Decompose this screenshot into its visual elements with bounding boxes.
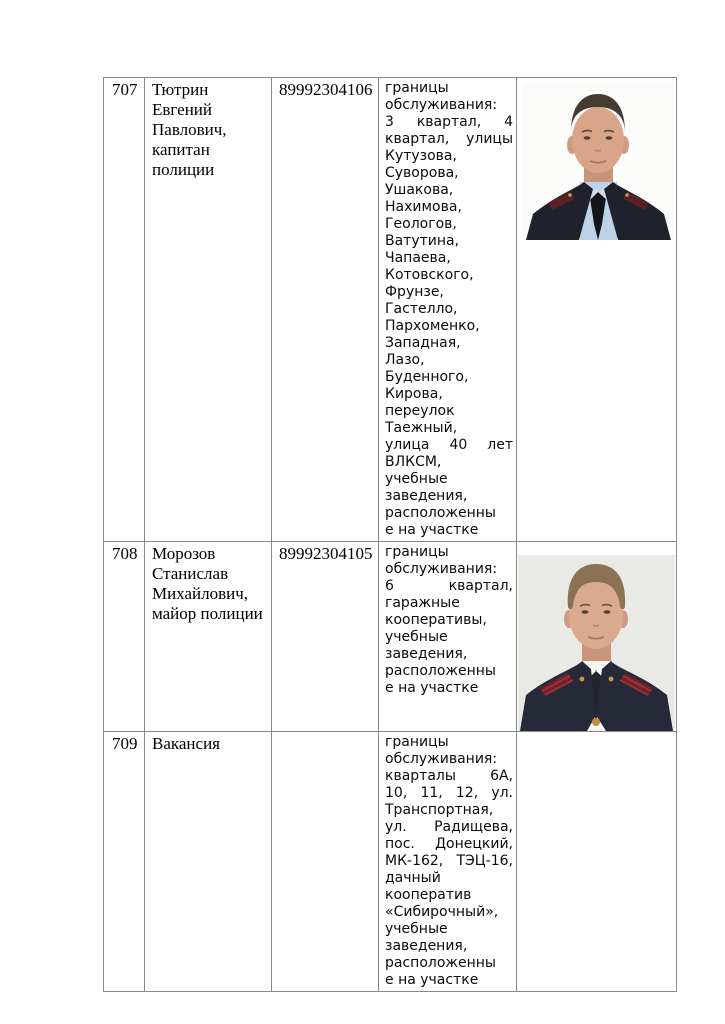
- text-line: Нахимова,: [385, 199, 462, 215]
- officer-name-cell: [145, 78, 272, 542]
- text-line: обслуживания:: [385, 97, 498, 113]
- phone-cell: [272, 732, 379, 992]
- text-line: Тютрин: [152, 80, 209, 99]
- text-line: кварталы 6А,: [385, 768, 513, 784]
- phone-cell: 89992304106: [272, 78, 379, 542]
- text-line: Евгений: [152, 100, 212, 119]
- text-line: переулок: [385, 403, 455, 419]
- officer-name-cell: [145, 542, 272, 732]
- officer-photo-708: [518, 555, 675, 731]
- officer-roster-table: [103, 77, 677, 992]
- text-line: границы: [385, 544, 449, 560]
- text-line: кооператив: [385, 887, 472, 903]
- service-area-cell: [379, 732, 517, 992]
- text-line: пос. Донецкий,: [385, 836, 513, 852]
- text-line: Таежный,: [385, 420, 458, 436]
- text-line: дачный: [385, 870, 441, 886]
- text-line: Кирова,: [385, 386, 443, 402]
- table-row: [104, 732, 677, 992]
- text-line: расположенны: [385, 505, 496, 521]
- row-number-cell: 707: [104, 78, 145, 542]
- text-line: 10, 11, 12, ул.: [385, 785, 513, 801]
- text-line: Геологов,: [385, 216, 457, 232]
- row-number-cell: 708: [104, 542, 145, 732]
- text-line: заведения,: [385, 938, 468, 954]
- text-line: учебные: [385, 629, 448, 645]
- text-line: е на участке: [385, 972, 479, 988]
- text-line: учебные: [385, 471, 448, 487]
- text-line: учебные: [385, 921, 448, 937]
- text-line: Буденного,: [385, 369, 469, 385]
- text-line: обслуживания:: [385, 751, 498, 767]
- text-line: Станислав: [152, 564, 229, 583]
- service-area-cell: [379, 542, 517, 732]
- text-line: границы: [385, 80, 449, 96]
- text-line: улица 40 лет: [385, 437, 513, 453]
- text-line: Морозов: [152, 544, 216, 563]
- text-line: Ушакова,: [385, 182, 454, 198]
- text-line: Павлович,: [152, 120, 227, 139]
- text-line: квартал, улицы: [385, 131, 513, 147]
- text-line: майор полиции: [152, 604, 263, 623]
- text-line: расположенны: [385, 663, 496, 679]
- text-line: ул. Радищева,: [385, 819, 513, 835]
- text-line: расположенны: [385, 955, 496, 971]
- officer-photo-707: [522, 82, 675, 240]
- row-number-cell: 709: [104, 732, 145, 992]
- text-line: капитан: [152, 140, 210, 159]
- officer-name-cell: [145, 732, 272, 992]
- text-line: ВЛКСМ,: [385, 454, 442, 470]
- text-line: границы: [385, 734, 449, 750]
- text-line: Гастелло,: [385, 301, 458, 317]
- text-line: обслуживания:: [385, 561, 498, 577]
- text-line: Пархоменко,: [385, 318, 480, 334]
- text-line: заведения,: [385, 646, 468, 662]
- service-area-cell: [379, 78, 517, 542]
- text-line: Западная,: [385, 335, 461, 351]
- table-row: [104, 78, 677, 542]
- photo-cell: [517, 78, 677, 542]
- text-line: Фрунзе,: [385, 284, 444, 300]
- text-line: Транспортная,: [385, 802, 494, 818]
- text-line: Чапаева,: [385, 250, 451, 266]
- text-line: Вакансия: [152, 734, 220, 753]
- text-line: 3 квартал, 4: [385, 114, 513, 130]
- phone-cell: 89992304105: [272, 542, 379, 732]
- text-line: кооперативы,: [385, 612, 487, 628]
- text-line: е на участке: [385, 680, 479, 696]
- text-line: 6 квартал,: [385, 578, 513, 594]
- text-line: заведения,: [385, 488, 468, 504]
- photo-cell-empty: [517, 732, 677, 992]
- table-row: [104, 542, 677, 732]
- text-line: Лазо,: [385, 352, 425, 368]
- text-line: Михайлович,: [152, 584, 249, 603]
- photo-cell: [517, 542, 677, 732]
- text-line: полиции: [152, 160, 215, 179]
- text-line: МК-162, ТЭЦ-16,: [385, 853, 513, 869]
- text-line: Суворова,: [385, 165, 459, 181]
- text-line: Котовского,: [385, 267, 474, 283]
- text-line: «Сибирочный»,: [385, 904, 499, 920]
- text-line: Кутузова,: [385, 148, 457, 164]
- text-line: е на участке: [385, 522, 479, 538]
- text-line: Ватутина,: [385, 233, 460, 249]
- text-line: гаражные: [385, 595, 460, 611]
